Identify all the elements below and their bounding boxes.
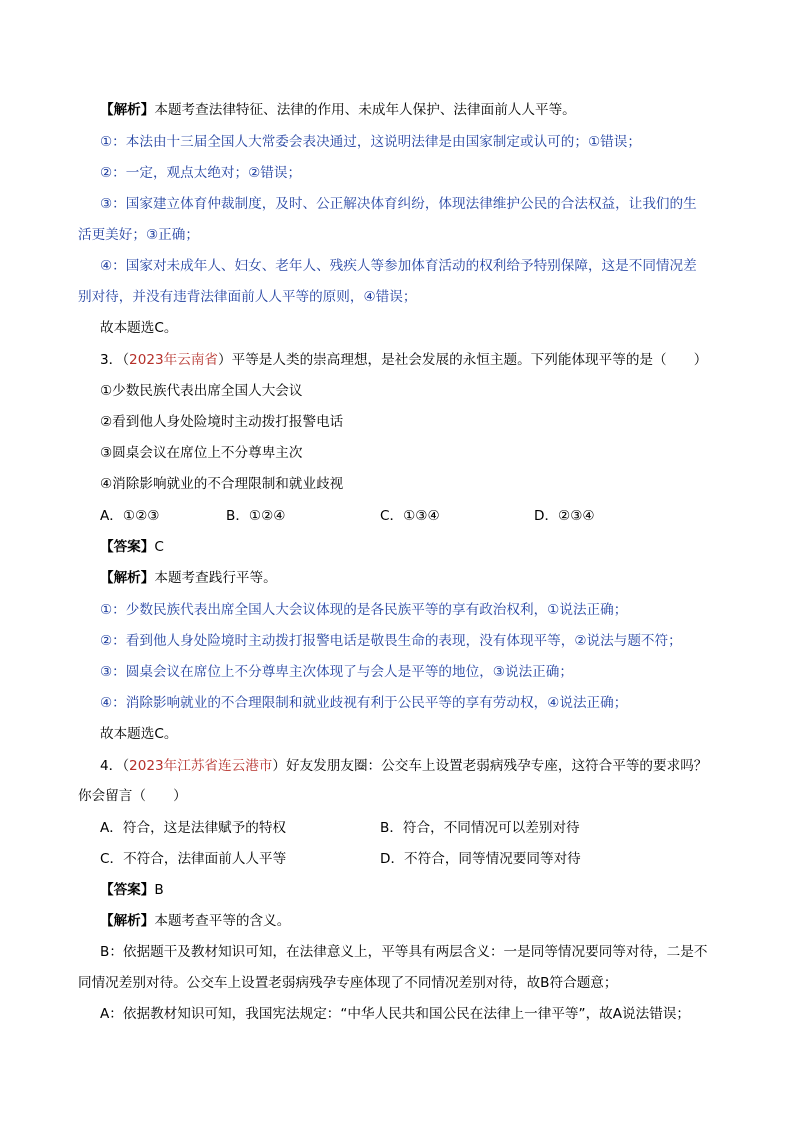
analysis-point-b-2: 同情况差别对待。公交车上设置老弱病残孕专座体现了不同情况差别对待，故B符合题意；: [78, 975, 618, 991]
question-4-stem: [100, 756, 707, 776]
source-close: ）: [218, 352, 232, 368]
analysis-tag: 【解析】: [100, 102, 155, 118]
conclusion: 故本题选C。: [100, 726, 178, 742]
option-d: D．②③④: [534, 508, 595, 524]
question-4-stem-cont: 你会留言（ ）: [78, 788, 187, 804]
question-text: 好友发朋友圈：公交车上设置老弱病残孕专座，这符合平等的要求吗？: [286, 758, 708, 774]
answer-tag: 【答案】: [100, 882, 155, 898]
question-source: 2023年江苏省连云港市: [129, 758, 273, 774]
analysis-point-3: ③：圆桌会议在席位上不分尊卑主次体现了与会人是平等的地位，③说法正确；: [100, 664, 573, 680]
option-c: C．①③④: [380, 508, 440, 524]
analysis-tag: 【解析】: [100, 570, 155, 586]
analysis-text: 本题考查法律特征、法律的作用、未成年人保护、法律面前人人平等。: [154, 102, 576, 118]
analysis-point-a: A：依据教材知识可知，我国宪法规定：“中华人民共和国公民在法律上一律平等”，故A说法错误；: [100, 1006, 691, 1022]
conclusion: 故本题选C。: [100, 320, 178, 336]
analysis-point-2: ②：一定，观点太绝对；②错误；: [100, 165, 302, 181]
question-number: 3．: [100, 352, 123, 368]
option-a: A．符合，这是法律赋予的特权: [100, 820, 287, 836]
analysis-point-1: ①：本法由十三届全国人大常委会表决通过，这说明法律是由国家制定或认可的；①错误；: [100, 134, 641, 150]
analysis-point-3a: ③：国家建立体育仲裁制度，及时、公正解决体育纠纷，体现法律维护公民的合法权益，让我们的生: [100, 196, 697, 212]
answer-tag: 【答案】: [100, 539, 155, 555]
analysis-line: [100, 568, 277, 588]
analysis-text: 本题考查平等的含义。: [154, 913, 291, 929]
statement-2: ②看到他人身处险境时主动拨打报警电话: [100, 414, 344, 430]
question-text: 平等是人类的崇高理想，是社会发展的永恒主题。下列能体现平等的是（ ）: [231, 352, 708, 368]
option-b: B．①②④: [226, 508, 286, 524]
statement-3: ③圆桌会议在席位上不分尊卑主次: [100, 445, 303, 461]
source-open: （: [122, 758, 130, 774]
analysis-point-4: ④：消除影响就业的不合理限制和就业歧视有利于公民平等的享有劳动权，④说法正确；: [100, 695, 628, 711]
option-d: D．不符合，同等情况要同等对待: [380, 851, 581, 867]
analysis-line: [100, 100, 576, 120]
source-open: （: [122, 352, 130, 368]
question-3-stem: [100, 350, 707, 370]
analysis-point-4a: ④：国家对未成年人、妇女、老年人、残疾人等参加体育活动的权利给予特别保障，这是不同情况差: [100, 258, 697, 274]
answer-value: B: [154, 882, 164, 898]
question-source: 2023年云南省: [129, 352, 219, 368]
analysis-text: 本题考查践行平等。: [154, 570, 277, 586]
option-c: C．不符合，法律面前人人平等: [100, 851, 287, 867]
analysis-line: [100, 911, 290, 931]
analysis-point-2: ②：看到他人身处险境时主动拨打报警电话是敬畏生命的表现，没有体现平等，②说法与题不符；: [100, 633, 682, 649]
answer-line: [100, 537, 164, 557]
analysis-tag: 【解析】: [100, 913, 155, 929]
question-number: 4．: [100, 758, 123, 774]
analysis-point-b-1: B：依据题干及教材知识可知，在法律意义上，平等具有两层含义：一是同等情况要同等对待，二是不: [100, 944, 708, 960]
statement-1: ①少数民族代表出席全国人大会议: [100, 383, 303, 399]
source-close: ）: [272, 758, 286, 774]
option-b: B．符合，不同情况可以差别对待: [380, 820, 580, 836]
option-a: A．①②③: [100, 508, 160, 524]
analysis-point-3b: 活更美好；③正确；: [78, 227, 199, 243]
answer-line: [100, 880, 164, 900]
analysis-point-1: ①：少数民族代表出席全国人大会议体现的是各民族平等的享有政治权利，①说法正确；: [100, 602, 628, 618]
statement-4: ④消除影响就业的不合理限制和就业歧视: [100, 476, 344, 492]
analysis-point-4b: 别对待，并没有违背法律面前人人平等的原则，④错误；: [78, 289, 417, 305]
answer-value: C: [154, 539, 164, 555]
